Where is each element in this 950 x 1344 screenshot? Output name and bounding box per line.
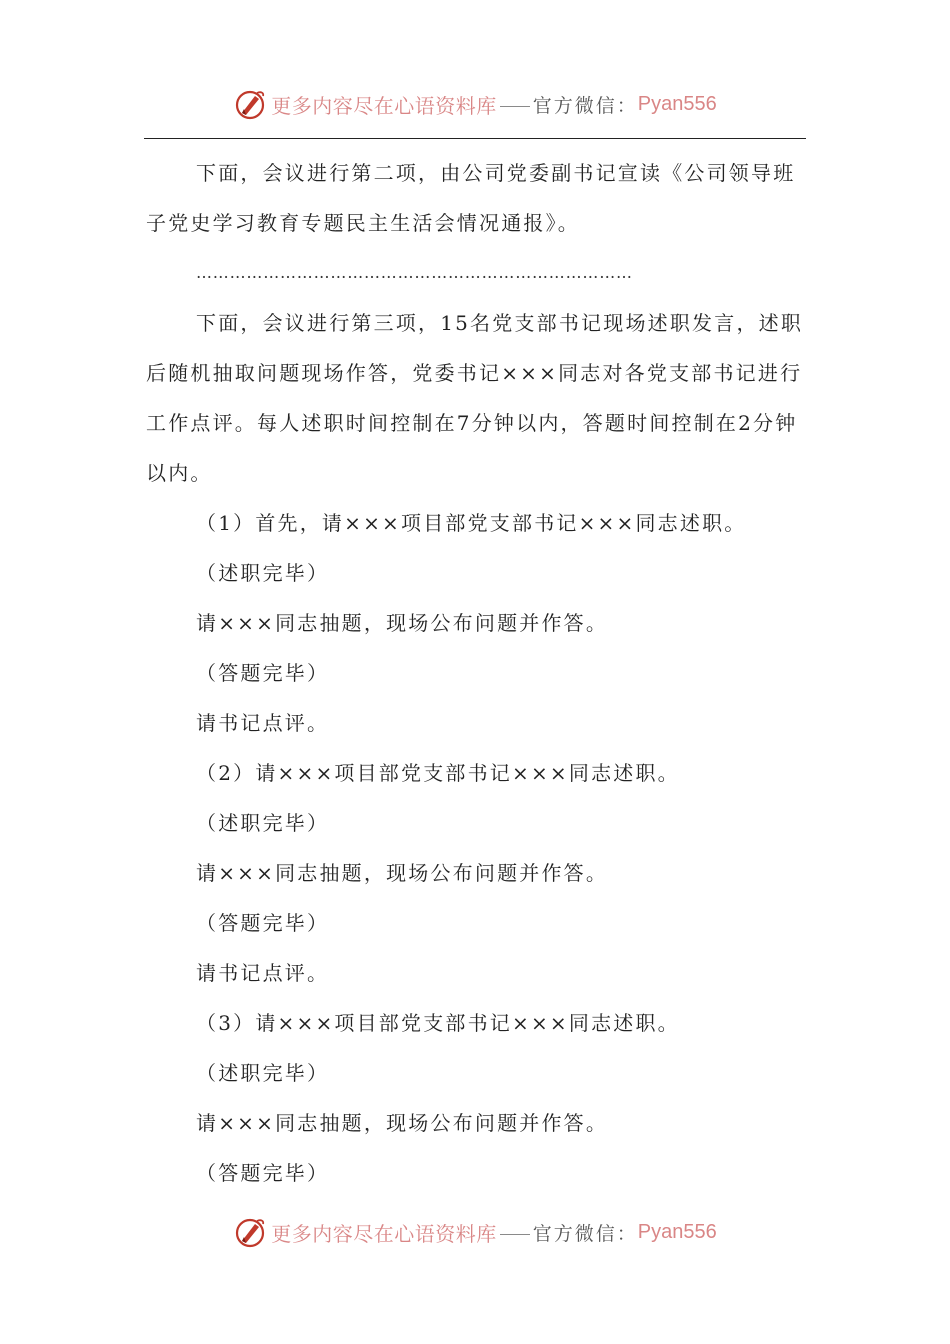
list-item: 请×××同志抽题，现场公布问题并作答。 <box>196 1111 609 1135</box>
list-item: 请×××同志抽题，现场公布问题并作答。 <box>196 611 609 635</box>
header-divider <box>144 138 806 139</box>
banner-separator <box>500 106 530 107</box>
banner-official-label: 官方微信： <box>532 1222 638 1245</box>
list-item: （述职完毕） <box>196 1061 330 1085</box>
list-item: （1）首先，请×××项目部党支部书记×××同志述职。 <box>196 511 747 535</box>
list-item: （答题完毕） <box>196 1161 330 1185</box>
paragraph-item-two: 下面，会议进行第二项，由公司党委副书记宣读《公司领导班子党史学习教育专题民主生活会情况通报》。 <box>146 161 796 235</box>
banner-wechat-id: Pyan556 <box>637 1220 717 1243</box>
banner-official-label: 官方微信： <box>532 94 638 117</box>
list-item: 请书记点评。 <box>196 711 330 735</box>
list-item: （述职完毕） <box>196 561 330 585</box>
banner-brand-text: 更多内容尽在心语资料库 <box>271 1221 497 1246</box>
list-item: 请书记点评。 <box>196 961 330 985</box>
list-item: （3）请×××项目部党支部书记×××同志述职。 <box>196 1011 680 1035</box>
pen-logo-icon <box>233 1215 267 1249</box>
ellipsis-line: …………………………………………………………………… <box>196 263 633 282</box>
list-item: （答题完毕） <box>196 911 330 935</box>
list-item: （答题完毕） <box>196 661 330 685</box>
footer-banner <box>0 1212 950 1252</box>
document-body <box>146 148 806 1198</box>
banner-separator <box>500 1234 530 1235</box>
header-banner <box>0 84 950 124</box>
list-item: （2）请×××项目部党支部书记×××同志述职。 <box>196 761 680 785</box>
pen-logo-icon <box>233 87 267 121</box>
list-item: （述职完毕） <box>196 811 330 835</box>
paragraph-item-three: 下面，会议进行第三项，15名党支部书记现场述职发言，述职后随机抽取问题现场作答，党委书记×××同志对各党支部书记进行工作点评。每人述职时间控制在7分钟以内，答题时间控制在2分钟以内。 <box>146 311 804 485</box>
list-item: 请×××同志抽题，现场公布问题并作答。 <box>196 861 609 885</box>
banner-brand-text: 更多内容尽在心语资料库 <box>271 93 497 118</box>
banner-wechat-id: Pyan556 <box>637 92 717 115</box>
